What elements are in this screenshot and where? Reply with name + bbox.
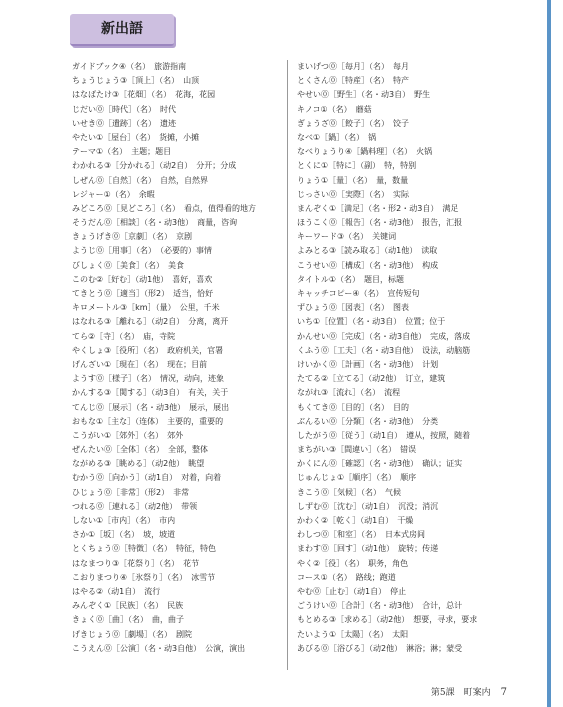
vocab-entry: よみとる③［読み取る］（动1他） 读取 — [297, 246, 438, 256]
vocab-entry: まいげつ⓪［毎月］（名） 每月 — [297, 62, 409, 71]
vocab-entry: ようす⓪［様子］（名） 情况，动向，迹象 — [72, 374, 224, 384]
vocab-entry: いち①［位置］（名・动3自） 位置；位于 — [297, 317, 446, 327]
vocab-entry: もくてき⓪［目的］（名） 目的 — [297, 402, 409, 412]
vocab-column-right — [297, 60, 507, 656]
vocab-entry: なべりょうり④［鍋料理］（名） 火锅 — [297, 147, 433, 157]
vocab-entry: ガイドブック④（名） 旅游指南 — [72, 62, 187, 71]
lesson-label: 第5課 町案内 — [430, 688, 491, 698]
vocab-entry: くふう⓪［工夫］（名・动3自他） 设法，动脑筋 — [297, 345, 471, 355]
vocab-entry: わかれる③［分かれる］（动2自） 分开；分成 — [72, 161, 237, 171]
vocab-entry: とくに①［特に］（副） 特，特别 — [297, 161, 417, 171]
vocab-entry: ながめる③［眺める］（动2他） 眺望 — [72, 459, 205, 469]
vocab-entry: むかう⓪［向かう］（动1自） 对着，向着 — [72, 473, 222, 483]
vocab-entry: ぎょうざ⓪［餃子］（名） 饺子 — [297, 118, 409, 128]
vocab-entry: やせい⓪［野生］（名・动3自） 野生 — [297, 90, 431, 100]
vocab-entry: ごうけい⓪［合計］（名・动3他） 合计，总计 — [297, 601, 463, 611]
vocab-entry: りょう①［量］（名） 量，数量 — [297, 175, 409, 185]
vocab-entry: やく②［役］（名） 职务，角色 — [297, 558, 409, 568]
vocab-entry: キャッチコピー④（名） 宣传短句 — [297, 289, 420, 298]
vocab-entry: びしょく⓪［美食］（名） 美食 — [72, 260, 184, 270]
vocab-entry: つれる⓪［連れる］（动2他） 带领 — [72, 501, 198, 511]
vocab-entry: キロメートル③［km］（量） 公里，千米 — [72, 303, 220, 313]
vocab-entry: もとめる③［求める］（动2他） 想要，寻求，要求 — [297, 615, 478, 625]
vocab-entry: かくにん⓪［確認］（名・动3他） 确认；证实 — [297, 459, 463, 469]
vocab-entry: げきじょう⓪［劇場］（名） 剧院 — [72, 629, 192, 639]
vocab-entry: かわく②［乾く］（动1自） 干燥 — [297, 516, 414, 525]
vocab-entry: タイトル①（名） 题目，标题 — [297, 274, 405, 284]
vocab-entry: こうえん⓪［公演］（名・动3自他） 公演，演出 — [72, 643, 246, 653]
vocab-entry: こおりまつり④［氷祭り］（名） 冰雪节 — [72, 572, 216, 582]
vocab-entry: いせき⓪［遺跡］（名） 遗迹 — [72, 118, 176, 128]
vocab-entry: おもな①［主な］（连体） 主要的，重要的 — [72, 416, 224, 426]
vocab-entry: ちょうじょう③［頂上］（名） 山顶 — [72, 76, 200, 86]
vocab-entry: キーワード③（名） 关键词 — [297, 232, 397, 242]
vocab-entry: てきとう⓪［適当］（形2） 适当，恰好 — [72, 289, 214, 298]
vocab-entry: まわす⓪［回す］（动1他） 旋转；传递 — [297, 544, 439, 554]
vocab-entry: したがう⓪［従う］（动1自） 遵从，按照，随着 — [297, 430, 471, 440]
vocab-entry: みんぞく①［民族］（名） 民族 — [72, 601, 184, 611]
vocab-entry: はなまつり③［花祭り］（名） 花节 — [72, 558, 200, 568]
vocab-entry: たてる②［立てる］（动2他） 订立，建筑 — [297, 374, 446, 384]
vocab-entry: きこう⓪［気候］（名） 气候 — [297, 487, 401, 497]
vocab-entry: さか①［坂］（名） 坡，坡道 — [72, 530, 176, 540]
vocab-entry: かんせい⓪［完成］（名・动3自他） 完成，落成 — [297, 331, 471, 341]
vocab-entry: まんぞく①［満足］（名・形2・动3自） 满足 — [297, 203, 459, 213]
vocab-entry: テーマ①（名） 主题；题目 — [72, 147, 172, 157]
vocab-entry: ひじょう⓪［非常］（形2） 非常 — [72, 487, 190, 497]
vocab-entry: とくさん⓪［特産］（名） 特产 — [297, 76, 409, 86]
vocab-entry: きょく⓪［曲］（名） 曲，曲子 — [72, 615, 184, 625]
vocab-entry: わしつ⓪［和室］（名） 日本式房间 — [297, 530, 425, 540]
vocab-entry: はなれる③［離れる］（动2自） 分离，离开 — [72, 317, 229, 327]
vocab-entry: やたい①［屋台］（名） 货摊，小摊 — [72, 132, 200, 142]
vocab-entry: しぜん⓪［自然］（名） 自然，自然界 — [72, 175, 208, 185]
vocab-entry: ぶんるい⓪［分類］（名・动3他） 分类 — [297, 416, 439, 426]
vocab-entry: けいかく⓪［計画］（名・动3他） 计划 — [297, 359, 439, 369]
vocab-entry: やむ⓪［止む］（动1自） 停止 — [297, 586, 407, 596]
vocab-entry: はやる②（动1自） 流行 — [72, 586, 161, 596]
vocab-entry: こうせい⓪［構成］（名・动3他） 构成 — [297, 260, 439, 270]
vocab-entry: げんざい①［現在］（名） 现在；目前 — [72, 359, 208, 369]
vocab-entry: じゅんじょ①［順序］（名） 顺序 — [297, 473, 417, 483]
vocab-entry: やくしょ③［役所］（名） 政府机关，官署 — [72, 345, 224, 355]
page-footer — [431, 685, 507, 698]
section-title-badge — [70, 14, 174, 46]
vocab-entry: ずひょう⓪［図表］（名） 图表 — [297, 303, 409, 313]
vocab-entry: コース①（名） 路线；跑道 — [297, 572, 396, 582]
vocab-entry: かんする③［関する］（动3自） 有关，关于 — [72, 388, 229, 398]
vocab-entry: てんじ⓪［展示］（名・动3他） 展示，展出 — [72, 402, 230, 412]
vocab-entry: ながれ③［流れ］（名） 流程 — [297, 388, 401, 398]
vocab-entry: なべ①［鍋］（名） 锅 — [297, 132, 377, 142]
vocab-entry: じっさい⓪［実際］（名） 实际 — [297, 189, 409, 199]
vocab-entry: ようじ⓪［用事］（名） （必要的）事情 — [72, 246, 212, 256]
vocab-entry: たいよう①［太陽］（名） 太阳 — [297, 629, 409, 639]
page-number: 7 — [500, 687, 507, 698]
vocab-entry: きょうげき⓪［京劇］（名） 京剧 — [72, 232, 192, 242]
vocab-entry: しずむ⓪［沈む］（动1自） 沉没；消沉 — [297, 501, 439, 511]
column-divider — [287, 60, 288, 670]
vocab-entry: そうだん⓪［相談］（名・动3他） 商量，咨询 — [72, 218, 238, 228]
vocab-entry: みどころ⓪［見どころ］（名） 看点，值得看的地方 — [72, 203, 256, 213]
vocab-entry: このむ②［好む］（动1他） 喜好，喜欢 — [72, 274, 213, 284]
vocab-entry: こうがい①［郊外］（名） 郊外 — [72, 430, 184, 440]
section-title: 新出語 — [101, 21, 143, 37]
vocab-entry: とくちょう⓪［特徴］（名） 特征，特色 — [72, 544, 216, 554]
vocab-entry: はなばたけ③［花畑］（名） 花海，花园 — [72, 90, 216, 100]
vocab-entry: あびる⓪［浴びる］（动2他） 淋浴；淋；蒙受 — [297, 643, 463, 653]
vocab-entry: てら②［寺］（名） 庙，寺院 — [72, 331, 176, 341]
vocab-entry: ほうこく⓪［報告］（名・动3他） 报告，汇报 — [297, 218, 463, 228]
vocab-entry: じだい⓪［時代］（名） 时代 — [72, 104, 176, 114]
vocab-entry: キノコ①（名） 蘑菇 — [297, 104, 372, 114]
vocab-entry: まちがい③［間違い］（名） 错误 — [297, 445, 417, 455]
vocab-entry: しない①［市内］（名） 市内 — [72, 516, 176, 525]
vocab-entry: ぜんたい⓪［全体］（名） 全部，整体 — [72, 445, 208, 455]
vocab-entry: レジャー①（名） 余暇 — [72, 189, 155, 199]
vocab-column-left — [72, 60, 280, 656]
